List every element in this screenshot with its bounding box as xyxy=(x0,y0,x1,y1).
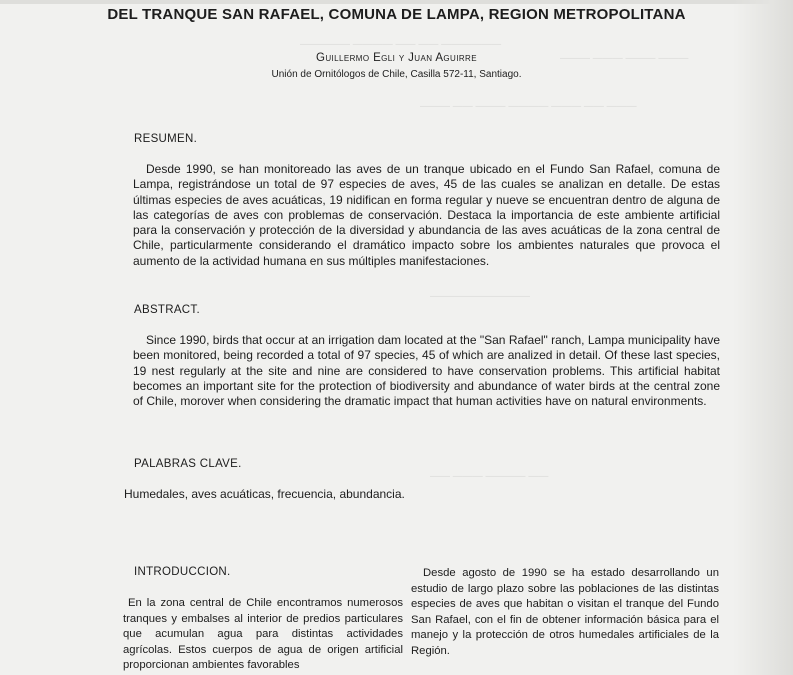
bleed-through-text: ——— —— ——— ———— ——— —— ——— xyxy=(420,101,637,112)
paper-affiliation: Unión de Ornitólogos de Chile, Casilla 572-11, Santiago. xyxy=(271,69,522,80)
intro-left-column: En la zona central de Chile encontramos numerosos tranques y embalses al interior de predios particulares que acumulan agua para distintas actividades agrícolas. Estos cuerpos de agua de origen artificial proporcionan ambientes favorables xyxy=(123,597,403,671)
abstract-heading: ABSTRACT. xyxy=(134,304,200,316)
intro-right-column: Desde agosto de 1990 se ha estado desarrollando un estudio de largo plazo sobre las poblaciones de las distintas especies de aves que habitan o visitan el tranque del Fundo San Rafael, con el fin de obtener información básica para el manejo y la protección de otros humedales artificiales de la Región. xyxy=(411,567,719,657)
paper-authors: Guillermo Egli y Juan Aguirre xyxy=(316,52,477,64)
abstract-text: Since 1990, birds that occur at an irrigation dam located at the "San Rafael" ranch, Lampa municipality have been monitored, being recorded a total of 97 species, 45 of which are analized in detail. Of these last species, 19 nest regularly at the site and nine are considered to have conservation problems. This artificial habitat becomes an important site for the protection of biodiversity and abundance of water birds at the central zone of Chile, morover when considering the dramatic impact that human activities have on natural environments. xyxy=(133,333,720,409)
keywords-heading: PALABRAS CLAVE. xyxy=(134,458,242,470)
scan-top-band xyxy=(0,0,793,4)
intro-heading: INTRODUCCION. xyxy=(134,566,231,578)
bleed-through-text: —————————— xyxy=(430,291,530,302)
keywords-text: Humedales, aves acuáticas, frecuencia, abundancia. xyxy=(124,487,405,501)
resumen-text: Desde 1990, se han monitoreado las aves de un tranque ubicado en el Fundo San Rafael, comuna de Lampa, registrándose un total de 97 especies de aves, 45 de las cuales se analizan en detalle. De estas últimas especies de aves acuáticas, 19 nidifican en forma regular y nueve se encuentran dentro de alguna de las categorías de aves con problemas de conservación. Destaca la importancia de este ambiente artificial para la conservación y protección de la diversidad y abundancia de las aves acuáticas de la zona central de Chile, particularmente considerando el dramático impacto sobre los ambientes naturales que provoca el aumento de la actividad humana en sus múltiples manifestaciones. xyxy=(133,162,720,268)
bleed-through-text: —— ——— ———— —— xyxy=(430,471,549,482)
page-edge-shadow xyxy=(733,0,793,675)
bleed-through-text: ————— ———— —— —— —————— xyxy=(300,39,502,50)
paper-title: DEL TRANQUE SAN RAFAEL, COMUNA DE LAMPA, REGION METROPOLITANA xyxy=(107,6,686,23)
resumen-heading: RESUMEN. xyxy=(134,133,198,145)
bleed-through-text: ——— ——— ——— ——— xyxy=(560,53,689,64)
